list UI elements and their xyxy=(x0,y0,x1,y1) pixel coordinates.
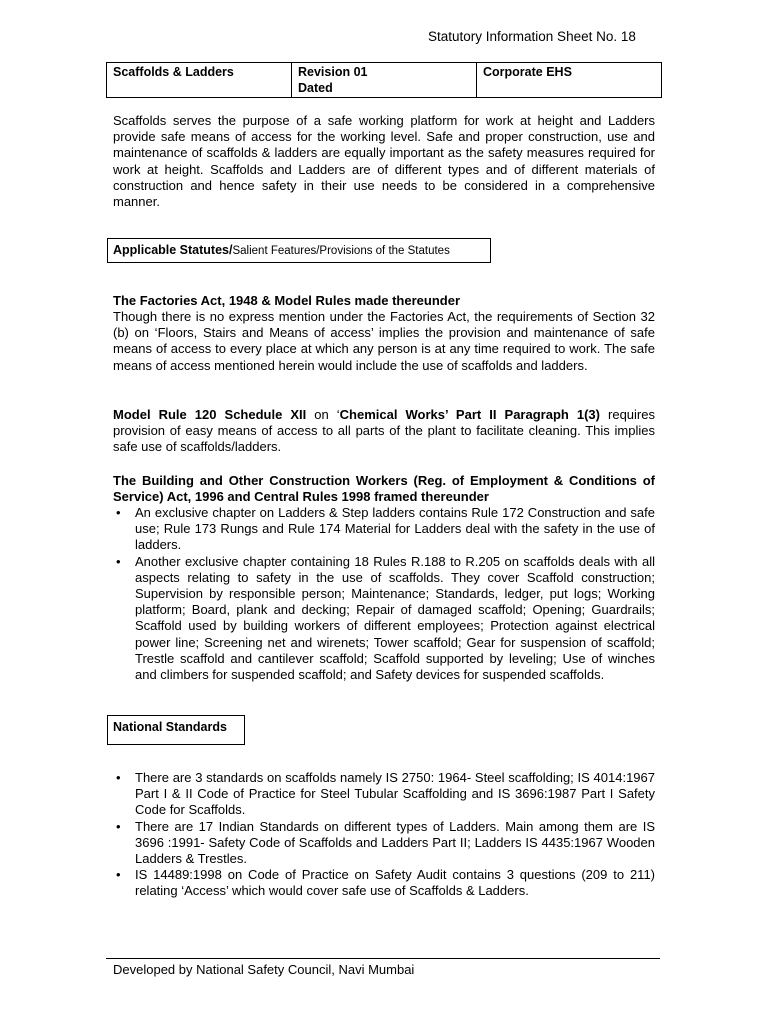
bocw-act-heading: The Building and Other Construction Workers (Reg. of Employment & Conditions of Service) Act, 1996 and Central Rules 1998 framed thereunder xyxy=(113,473,655,505)
bocw-bullet-list xyxy=(113,505,655,683)
list-item: • An exclusive chapter on Ladders & Step ladders contains Rule 172 Construction and safe use; Rule 173 Rungs and Rule 174 Material for Ladders deal with the safety in the use of ladders. xyxy=(113,505,655,554)
list-item: • There are 17 Indian Standards on different types of Ladders. Main among them are IS 3696 :1991- Safety Code of Scaffolds and Ladders Part II; Ladders IS 4435:1967 Wooden Ladders & Trestles. xyxy=(113,819,655,868)
dated-label: Dated xyxy=(298,81,333,95)
sheet-number-label: Statutory Information Sheet No. 18 xyxy=(428,29,636,44)
document-title: Scaffolds & Ladders xyxy=(113,65,234,79)
statutes-box-bold: Applicable Statutes/ xyxy=(113,243,233,257)
revision-label: Revision 01 xyxy=(298,65,368,79)
model-rule-bold-1: Model Rule 120 Schedule XII xyxy=(113,407,307,422)
national-standards-box xyxy=(107,715,245,745)
model-rule-bold-2: Chemical Works’ Part II Paragraph 1(3) xyxy=(339,407,600,422)
owner-cell xyxy=(477,63,662,98)
footer-credit: Developed by National Safety Council, Navi Mumbai xyxy=(113,962,415,977)
model-rule-text-2: requires provision of easy means of access to all parts of the plant to facilitate cleaning. This implies safe use of scaffolds/ladders. xyxy=(113,407,655,455)
standards-bullet-list xyxy=(113,770,655,900)
list-item: • There are 3 standards on scaffolds namely IS 2750: 1964- Steel scaffolding; IS 4014:1967 Part I & II Code of Practice for Steel Tubular Scaffolding and IS 3696:1987 Part I Safety Code for Scaffolds. xyxy=(113,770,655,819)
list-item: • IS 14489:1998 on Code of Practice on Safety Audit contains 3 questions (209 to 211) relating ‘Access’ which would cover safe use of Scaffolds & Ladders. xyxy=(113,867,655,899)
revision-cell xyxy=(292,63,477,98)
footer-divider xyxy=(106,958,660,959)
intro-paragraph: Scaffolds serves the purpose of a safe working platform for work at height and Ladders provide safe means of access for the working level. Safe and proper construction, use and maintenance of scaffolds & ladders are equally important as the safety measures required for work at height. Scaffolds and Ladders are of different types and of different materials of construction and hence safety in their use needs to be considered in a comprehensive manner. xyxy=(113,113,655,210)
factories-act-heading: The Factories Act, 1948 & Model Rules made thereunder xyxy=(113,293,461,308)
model-rule-text-1: on ‘ xyxy=(306,407,340,422)
statutes-box-rest: Salient Features/Provisions of the Statutes xyxy=(232,245,450,257)
document-title-table xyxy=(106,62,662,98)
list-item: • Another exclusive chapter containing 18 Rules R.188 to R.205 on scaffolds deals with all aspects relating to safety in the use of scaffolds. They cover Scaffold construction; Supervision by responsible person; Maintenance; Standards, ledger, put logs; Working platform; Board, plank and decking; Repair of damaged scaffold; Opening; Guardrails; Scaffold used by building workers of different employees; Protection against electrical power line; Screening net and wirenets; Tower scaffold; Gear for suspension of scaffold; Trestle scaffold and cantilever scaffold; Scaffold supported by leveling; Use of winches and climbers for suspended scaffold; and Safety devices for suspended scaffolds. xyxy=(113,554,655,684)
title-cell xyxy=(107,63,292,98)
applicable-statutes-box xyxy=(107,238,491,263)
owner-label: Corporate EHS xyxy=(483,65,572,79)
national-standards-label: National Standards xyxy=(113,720,227,734)
model-rule-paragraph xyxy=(113,407,655,456)
factories-act-body: Though there is no express mention under the Factories Act, the requirements of Section 32 (b) on ‘Floors, Stairs and Means of access’ implies the provision and maintenance of safe means of access to every place at which any person is at any time required to work. The safe means of access mentioned herein would include the use of scaffolds and ladders. xyxy=(113,309,655,373)
